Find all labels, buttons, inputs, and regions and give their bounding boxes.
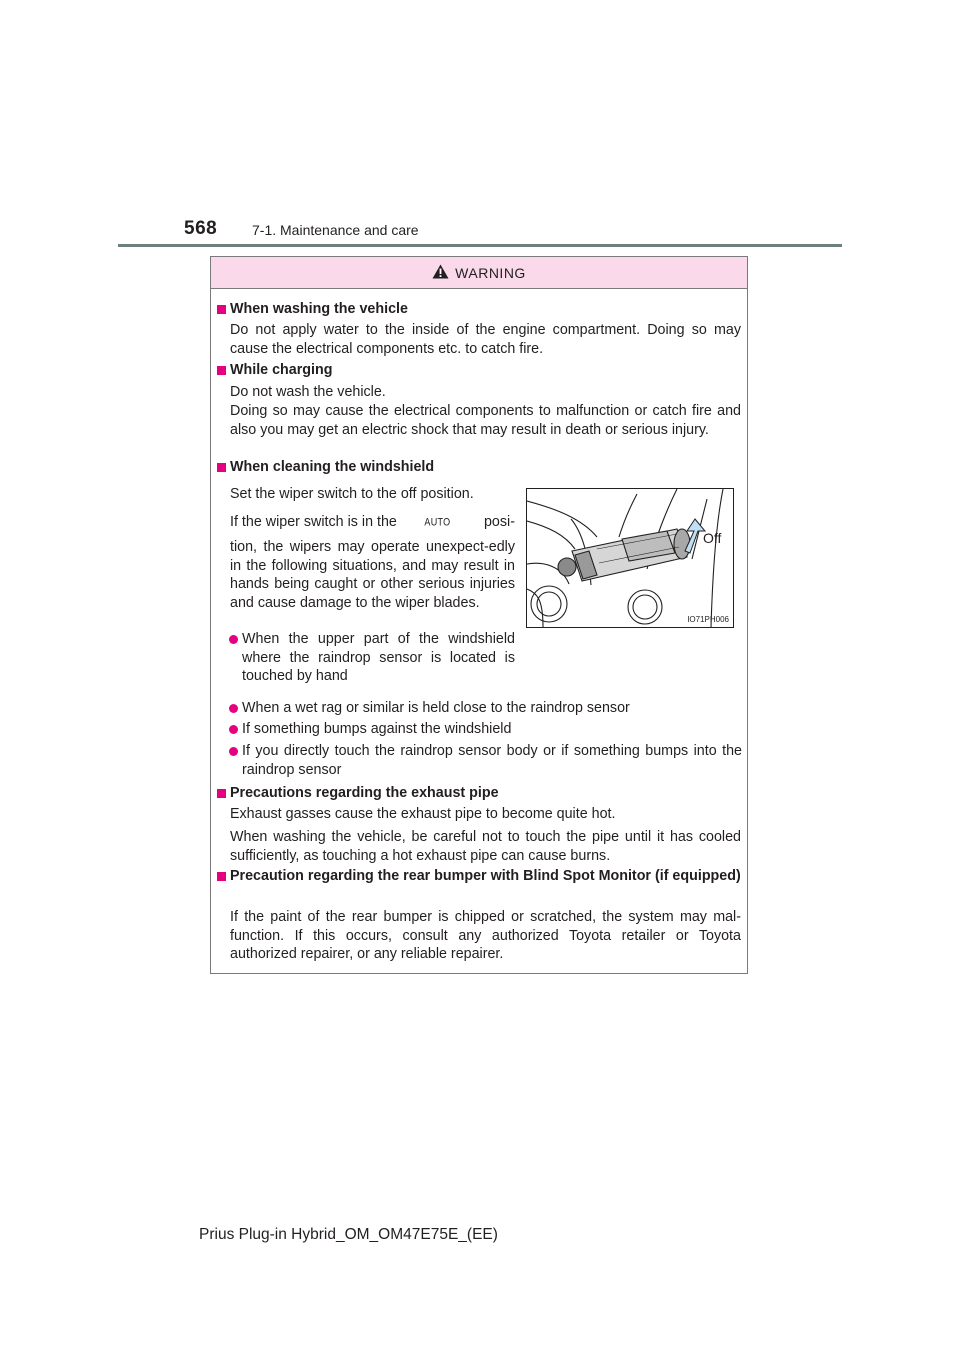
footer-model: Prius Plug-in Hybrid_OM_OM47E75E_(EE)	[199, 1226, 498, 1243]
wiper-switch-figure	[526, 488, 734, 628]
figure-code: IO71PH006	[687, 615, 729, 624]
bullet-dot	[229, 635, 238, 644]
warning-triangle-icon	[432, 264, 449, 282]
wiper-switch-illustration	[527, 489, 733, 627]
figure-off-label: Off	[703, 530, 722, 546]
section-marker	[217, 305, 226, 314]
text-exhaust-1: Exhaust gasses cause the exhaust pipe to become quite hot.	[230, 806, 616, 822]
heading-windshield: When cleaning the windshield	[230, 459, 435, 475]
bullet-dot	[229, 704, 238, 713]
section-title: 7-1. Maintenance and care	[252, 222, 419, 238]
section-marker	[217, 366, 226, 375]
bullet-item: When a wet rag or similar is held close to the raindrop sensor	[242, 700, 630, 716]
bullet-item: When the upper part of the windshield where the raindrop sensor is located is touched by hand	[242, 631, 515, 684]
text-wiper-auto-b: posi-	[483, 514, 515, 530]
text-rear-bumper: If the paint of the rear bumper is chipped or scratched, the system may mal-function. If this occurs, consult any authorized Toyota retailer or Toyota authorized repairer, or any reliable repairer.	[230, 909, 741, 962]
heading-washing: When washing the vehicle	[230, 301, 408, 317]
section-marker	[217, 872, 226, 881]
text-washing: Do not apply water to the inside of the engine compartment. Doing so may cause the electrical components etc. to catch fire.	[230, 322, 741, 357]
text-wiper-auto-line	[230, 513, 515, 532]
auto-mode-icon: AUTO	[424, 515, 451, 528]
header-rule	[118, 244, 842, 247]
text-charging-2: Doing so may cause the electrical components to malfunction or catch fire and also you may get an electric shock that may result in death or serious injury.	[230, 403, 741, 438]
text-wiper-auto-a: If the wiper switch is in the	[230, 514, 397, 530]
bullet-item: If something bumps against the windshield	[242, 721, 512, 737]
text-exhaust-2: When washing the vehicle, be careful not to touch the pipe until it has cooled sufficiently, as touching a hot exhaust pipe can cause burns.	[230, 829, 741, 864]
text-charging-1: Do not wash the vehicle.	[230, 384, 386, 400]
bullet-dot	[229, 747, 238, 756]
text-wiper-situations: tion, the wipers may operate unexpect-edly in the following situations, and may result in hands being caught or other serious injuries and cause damage to the wiper blades.	[230, 539, 515, 611]
page-number: 568	[184, 218, 218, 239]
heading-rear-bumper: Precaution regarding the rear bumper with Blind Spot Monitor (if equipped)	[230, 868, 741, 884]
heading-charging: While charging	[230, 362, 333, 378]
section-marker	[217, 789, 226, 798]
text-wiper-off: Set the wiper switch to the off position.	[230, 486, 474, 502]
warning-title: WARNING	[455, 264, 526, 281]
warning-box	[210, 256, 748, 974]
bullet-dot	[229, 725, 238, 734]
bullet-item: If you directly touch the raindrop sensor body or if something bumps into the raindrop sensor	[242, 743, 742, 778]
section-marker	[217, 463, 226, 472]
warning-header	[211, 257, 747, 289]
heading-exhaust: Precautions regarding the exhaust pipe	[230, 785, 499, 801]
